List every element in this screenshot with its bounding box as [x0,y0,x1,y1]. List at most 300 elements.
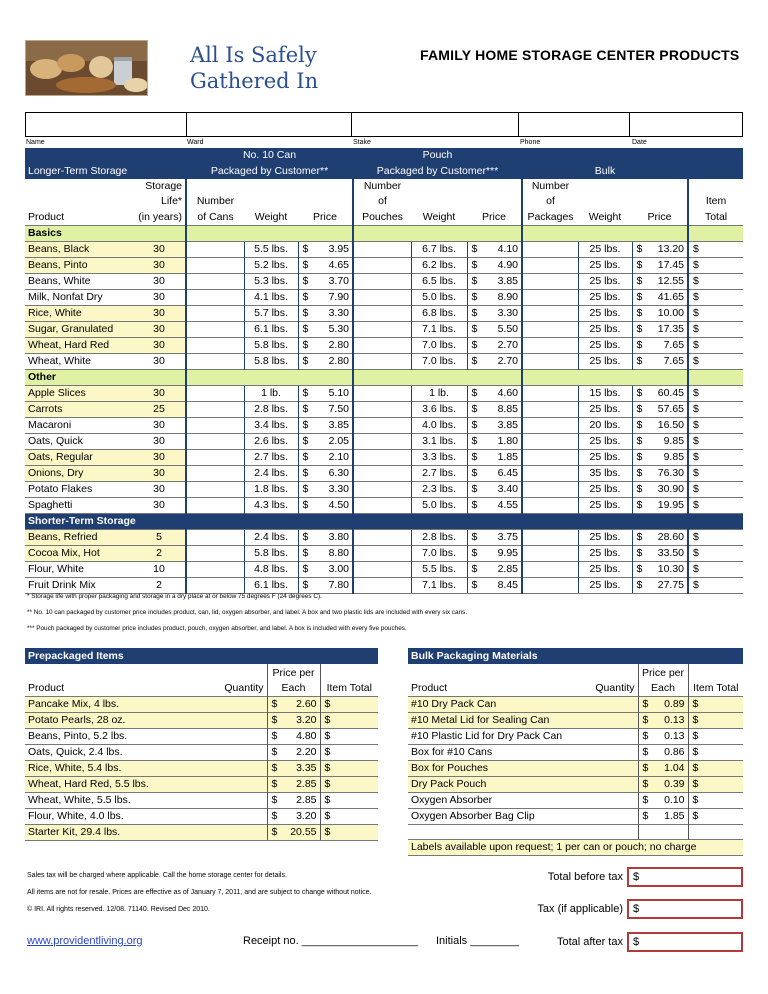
bulk-price: $ 57.65 [632,401,688,417]
item-total-field[interactable]: $ [688,337,743,353]
document-title: FAMILY HOME STORAGE CENTER PRODUCTS [420,47,740,63]
storage-life: 30 [133,321,186,337]
bulk-materials-blank-row [408,824,743,840]
prepackaged-quantity-input[interactable] [163,808,267,824]
category-fill [688,369,743,385]
number-of-cans-input[interactable] [186,561,244,577]
bulk-materials-row [408,696,743,712]
bulk-price: $ 33.50 [632,545,688,561]
can-weight: 2.4 lbs. [244,529,298,545]
table-row [25,273,743,289]
product-name: Flour, White [25,561,133,577]
pouch-price: $ 3.75 [467,529,522,545]
number-of-packages-input[interactable] [522,577,578,593]
can-price: $ 3.30 [298,305,353,321]
product-name: Cocoa Mix, Hot [25,545,133,561]
pouch-weight: 2.8 lbs. [411,529,467,545]
number-of-pouches-input[interactable] [353,385,411,401]
prepackaged-product: Oats, Quick, 2.4 lbs. [25,744,163,760]
bulk-materials-row [408,712,743,728]
number-of-pouches-input[interactable] [353,481,411,497]
bulk-materials-product: Dry Pack Pouch [408,776,578,792]
footnote-no10-can: ** No. 10 can packaged by customer price includes product, can, lid, oxygen absorber, and label. A box and two plastic lids are included with every six cans. [27,609,468,616]
pouch-weight: 6.2 lbs. [411,257,467,273]
number-of-pouches-input[interactable] [353,321,411,337]
can-weight: 4.8 lbs. [244,561,298,577]
bulk-materials-quantity-input[interactable] [578,696,638,712]
resale-note: All items are not for resale. Prices are effective as of January 7, 2011, and are subject to change without notice. [27,889,372,896]
number-of-pouches-input[interactable] [353,433,411,449]
storage-life: 30 [133,497,186,513]
can-weight: 6.1 lbs. [244,321,298,337]
prepackaged-quantity-input[interactable] [163,792,267,808]
pouch-price: $ 8.85 [467,401,522,417]
table-row [25,545,743,561]
bulk-price: $ 7.65 [632,337,688,353]
total-before-tax-field[interactable]: $ [627,867,743,887]
number-of-packages-input[interactable] [522,545,578,561]
storage-life: 30 [133,241,186,257]
footnote-storage-life: * Storage life with proper packaging and storage in a dry place at or below 75 degrees F (24 degrees C). [27,593,322,600]
item-total-field[interactable]: $ [688,433,743,449]
prepackaged-price: $ 3.20 [267,808,320,824]
table-row [25,289,743,305]
bulk-weight: 25 lbs. [578,561,632,577]
product-name: Beans, White [25,273,133,289]
prepackaged-item-total-field[interactable]: $ [320,808,378,824]
bulk-weight: 25 lbs. [578,353,632,369]
number-of-cans-input[interactable] [186,433,244,449]
product-name: Fruit Drink Mix [25,577,133,593]
number-of-cans-input[interactable] [186,401,244,417]
can-price: $ 8.80 [298,545,353,561]
number-of-pouches-input[interactable] [353,561,411,577]
number-of-packages-input[interactable] [522,385,578,401]
item-total-header: Item Total [688,179,743,225]
bulk-materials-price: $ 0.39 [638,776,688,792]
prepackaged-row [25,792,378,808]
bulk-materials-quantity-header: Quantity [595,681,635,694]
bulk-weight: 25 lbs. [578,529,632,545]
storage-life: 30 [133,481,186,497]
bulk-materials-price-header: Price per Each [638,664,688,696]
storage-life: 25 [133,401,186,417]
number-of-pouches-input[interactable] [353,241,411,257]
number-of-pouches-input[interactable] [353,545,411,561]
prepackaged-product: Beans, Pinto, 5.2 lbs. [25,728,163,744]
prepackaged-title: Prepackaged Items [25,648,378,664]
can-price: $ 4.50 [298,497,353,513]
item-total-field[interactable]: $ [688,273,743,289]
pouch-weight: 2.3 lbs. [411,481,467,497]
number-of-packages-input[interactable] [522,433,578,449]
prepackaged-quantity-input[interactable] [163,776,267,792]
number-of-packages-input[interactable] [522,401,578,417]
prepackaged-quantity-input[interactable] [163,712,267,728]
number-of-cans-input[interactable] [186,353,244,369]
initials-field[interactable]: Initials ________ [436,935,520,947]
number-of-cans-input[interactable] [186,449,244,465]
prepackaged-price: $ 3.20 [267,712,320,728]
can-price: $ 4.65 [298,257,353,273]
number-of-pouches-input[interactable] [353,305,411,321]
can-price: $ 2.80 [298,353,353,369]
category-fill [186,513,353,529]
product-name: Oats, Regular [25,449,133,465]
number-of-cans-input[interactable] [186,273,244,289]
bulk-materials-item-total-field[interactable]: $ [688,728,743,744]
table-row [25,465,743,481]
prepackaged-item-total-field[interactable]: $ [320,728,378,744]
prepackaged-price: $ 4.80 [267,728,320,744]
can-weight: 2.4 lbs. [244,465,298,481]
copyright-note: © IRI. All rights reserved. 12/08. 71140. Revised Dec 2010. [27,906,210,913]
bulk-materials-quantity-input[interactable] [578,792,638,808]
prepackaged-row [25,728,378,744]
pouch-price: $ 8.90 [467,289,522,305]
item-total-field[interactable]: $ [688,577,743,593]
can-price: $ 3.30 [298,481,353,497]
receipt-number-field[interactable]: Receipt no. ___________________ [243,935,418,947]
column-header-row [25,179,743,225]
product-name: Onions, Dry [25,465,133,481]
phone-field[interactable] [519,113,631,136]
tax-row [500,899,743,919]
prepackaged-row [25,824,378,840]
number-of-pouches-input[interactable] [353,465,411,481]
prepackaged-product: Rice, White, 5.4 lbs. [25,760,163,776]
table-row [25,401,743,417]
bulk-materials-item-total-field[interactable]: $ [688,712,743,728]
storage-life: 2 [133,577,186,593]
longer-term-storage-header: Longer-Term Storage [25,164,186,180]
prepackaged-quantity-input[interactable] [163,696,267,712]
table-row [25,353,743,369]
can-weight: 5.8 lbs. [244,545,298,561]
item-total-field[interactable]: $ [688,417,743,433]
prepackaged-price: $ 3.35 [267,760,320,776]
number-of-pouches-input[interactable] [353,401,411,417]
category-label: Other [25,369,186,385]
bulk-materials-product-header: Product [411,681,448,694]
bulk-weight: 25 lbs. [578,305,632,321]
number-of-packages-input[interactable] [522,305,578,321]
total-after-tax-field[interactable]: $ [627,932,743,952]
number-of-packages-input[interactable] [522,449,578,465]
total-before-tax-label: Total before tax [547,871,623,883]
pouch-weight: 1 lb. [411,385,467,401]
number-of-packages-input[interactable] [522,481,578,497]
prepackaged-product: Pancake Mix, 4 lbs. [25,696,163,712]
product-name: Potato Flakes [25,481,133,497]
number-of-cans-input[interactable] [186,305,244,321]
item-total-field[interactable]: $ [688,481,743,497]
pouch-weight: 7.0 lbs. [411,353,467,369]
bulk-materials-row [408,792,743,808]
number-of-cans-input[interactable] [186,241,244,257]
storage-life: 5 [133,529,186,545]
prepackaged-quantity-input[interactable] [163,728,267,744]
bulk-weight: 15 lbs. [578,385,632,401]
product-name: Spaghetti [25,497,133,513]
food-storage-photo [25,40,148,96]
bulk-materials-row [408,728,743,744]
bulk-price: $ 30.90 [632,481,688,497]
table-row [25,529,743,545]
prepackaged-item-total-field[interactable]: $ [320,760,378,776]
prepackaged-product: Starter Kit, 29.4 lbs. [25,824,163,840]
phone-label: Phone [520,139,541,146]
number-of-packages-input[interactable] [522,465,578,481]
can-weight: 3.4 lbs. [244,417,298,433]
bulk-materials-total-header: Item Total [688,664,743,696]
number-of-packages-input[interactable] [522,273,578,289]
bulk-materials-blank [688,824,743,840]
can-price: $ 3.80 [298,529,353,545]
number-of-cans-input[interactable] [186,337,244,353]
table-row [25,561,743,577]
storage-life: 30 [133,465,186,481]
bulk-materials-product: Box for #10 Cans [408,744,578,760]
item-total-field[interactable]: $ [688,465,743,481]
brand-line-1: All Is Safely [190,43,317,67]
pouch-price: $ 5.50 [467,321,522,337]
item-total-field[interactable]: $ [688,305,743,321]
item-total-field[interactable]: $ [688,289,743,305]
table-row [25,385,743,401]
name-field[interactable] [26,113,187,136]
can-price: $ 2.10 [298,449,353,465]
item-total-field[interactable]: $ [688,561,743,577]
bulk-materials-row [408,760,743,776]
pouch-weight: 5.0 lbs. [411,497,467,513]
bulk-materials-blank [578,824,638,840]
provident-living-link[interactable]: www.providentliving.org [27,935,143,947]
number-of-packages-input[interactable] [522,321,578,337]
number-of-packages-input[interactable] [522,289,578,305]
bulk-materials-item-total-field[interactable]: $ [688,760,743,776]
prepackaged-item-total-field[interactable]: $ [320,696,378,712]
can-weight: 2.8 lbs. [244,401,298,417]
bulk-price: $ 60.45 [632,385,688,401]
prepackaged-product: Potato Pearls, 28 oz. [25,712,163,728]
number-of-pouches-input[interactable] [353,449,411,465]
storage-life: 30 [133,305,186,321]
number-of-cans-header: Number of Cans [186,179,244,225]
prepackaged-items-table [25,648,378,841]
bulk-weight: 25 lbs. [578,273,632,289]
prepackaged-price: $ 20.55 [267,824,320,840]
item-total-field[interactable]: $ [688,257,743,273]
bulk-weight: 35 lbs. [578,465,632,481]
can-weight: 2.7 lbs. [244,449,298,465]
brand-line-2: Gathered In [190,69,319,93]
bulk-price: $ 17.35 [632,321,688,337]
prepackaged-product: Wheat, Hard Red, 5.5 lbs. [25,776,163,792]
product-name: Apple Slices [25,385,133,401]
bulk-price: $ 10.00 [632,305,688,321]
number-of-cans-input[interactable] [186,289,244,305]
bulk-weight: 25 lbs. [578,337,632,353]
tax-field[interactable]: $ [627,899,743,919]
item-total-field[interactable]: $ [688,321,743,337]
number-of-pouches-input[interactable] [353,337,411,353]
item-total-field[interactable]: $ [688,529,743,545]
item-total-field[interactable]: $ [688,401,743,417]
customer-info-box [25,112,743,137]
bulk-weight: 25 lbs. [578,577,632,593]
number-of-packages-input[interactable] [522,353,578,369]
item-total-field[interactable]: $ [688,449,743,465]
prepackaged-item-total-field[interactable]: $ [320,776,378,792]
can-weight: 5.8 lbs. [244,337,298,353]
pouch-weight: 2.7 lbs. [411,465,467,481]
pouch-weight: 7.1 lbs. [411,577,467,593]
number-of-packages-input[interactable] [522,417,578,433]
bulk-materials-row [408,744,743,760]
number-of-cans-input[interactable] [186,257,244,273]
category-fill [353,225,522,241]
bulk-price-header: Price [647,210,672,223]
number-of-packages-input[interactable] [522,561,578,577]
storage-life: 30 [133,433,186,449]
prepackaged-item-total-field[interactable]: $ [320,712,378,728]
can-price: $ 3.00 [298,561,353,577]
bulk-materials-product: #10 Dry Pack Can [408,696,578,712]
number-of-cans-input[interactable] [186,481,244,497]
number-of-cans-input[interactable] [186,529,244,545]
number-of-cans-input[interactable] [186,497,244,513]
pouch-price: $ 1.85 [467,449,522,465]
number-of-pouches-input[interactable] [353,289,411,305]
bulk-weight: 25 lbs. [578,433,632,449]
number-of-cans-input[interactable] [186,321,244,337]
prepackaged-product: Flour, White, 4.0 lbs. [25,808,163,824]
category-label: Shorter-Term Storage [25,513,186,529]
number-of-packages-input[interactable] [522,257,578,273]
product-name: Carrots [25,401,133,417]
category-fill [522,369,688,385]
pouch-weight: 6.5 lbs. [411,273,467,289]
bulk-price: $ 9.85 [632,449,688,465]
item-total-field[interactable]: $ [688,241,743,257]
bulk-price: $ 28.60 [632,529,688,545]
can-price: $ 3.95 [298,241,353,257]
prepackaged-item-total-field[interactable]: $ [320,792,378,808]
number-of-cans-input[interactable] [186,385,244,401]
prepackaged-price: $ 2.60 [267,696,320,712]
pouch-weight: 7.0 lbs. [411,545,467,561]
bulk-packaging-materials-table [408,648,743,856]
bulk-materials-quantity-input[interactable] [578,744,638,760]
prepackaged-item-total-field[interactable]: $ [320,744,378,760]
pouch-price: $ 3.30 [467,305,522,321]
can-price: $ 2.80 [298,337,353,353]
bulk-materials-quantity-input[interactable] [578,728,638,744]
bulk-materials-item-total-field[interactable]: $ [688,696,743,712]
bulk-price: $ 41.65 [632,289,688,305]
can-price: $ 5.30 [298,321,353,337]
date-field[interactable] [630,113,742,136]
product-name: Milk, Nonfat Dry [25,289,133,305]
bulk-materials-quantity-input[interactable] [578,776,638,792]
prepackaged-price: $ 2.85 [267,792,320,808]
prepackaged-quantity-input[interactable] [163,744,267,760]
can-weight: 5.2 lbs. [244,257,298,273]
total-after-tax-label: Total after tax [556,936,623,948]
bulk-materials-row [408,776,743,792]
item-total-field[interactable]: $ [688,385,743,401]
prepackaged-row [25,744,378,760]
table-row [25,321,743,337]
pouch-weight: 7.0 lbs. [411,337,467,353]
can-weight: 5.7 lbs. [244,305,298,321]
number-of-pouches-input[interactable] [353,417,411,433]
storage-life: 2 [133,545,186,561]
can-weight: 1 lb. [244,385,298,401]
number-of-packages-header: Number of Packages [522,179,578,225]
number-of-pouches-input[interactable] [353,273,411,289]
item-total-field[interactable]: $ [688,497,743,513]
bulk-materials-item-total-field[interactable]: $ [688,792,743,808]
bulk-materials-item-total-field[interactable]: $ [688,808,743,824]
category-fill [353,369,522,385]
product-name: Wheat, White [25,353,133,369]
product-column-header: Product [28,210,65,223]
bulk-materials-header-row [408,664,743,696]
number-of-pouches-input[interactable] [353,353,411,369]
prepackaged-item-total-field[interactable]: $ [320,824,378,840]
number-of-packages-input[interactable] [522,497,578,513]
can-weight: 5.5 lbs. [244,241,298,257]
storage-life: 30 [133,449,186,465]
product-name: Rice, White [25,305,133,321]
stake-field[interactable] [352,113,519,136]
item-total-field[interactable]: $ [688,353,743,369]
prepackaged-product: Wheat, White, 5.5 lbs. [25,792,163,808]
pouch-weight: 5.0 lbs. [411,289,467,305]
ward-field[interactable] [187,113,353,136]
number-of-pouches-input[interactable] [353,257,411,273]
number-of-packages-input[interactable] [522,241,578,257]
bulk-materials-product: Oxygen Absorber [408,792,578,808]
number-of-packages-input[interactable] [522,337,578,353]
number-of-pouches-input[interactable] [353,497,411,513]
storage-life: 30 [133,273,186,289]
prepackaged-price: $ 2.85 [267,776,320,792]
bulk-materials-quantity-input[interactable] [578,808,638,824]
number-of-cans-input[interactable] [186,465,244,481]
number-of-packages-input[interactable] [522,529,578,545]
can-price: $ 2.05 [298,433,353,449]
bulk-materials-quantity-input[interactable] [578,760,638,776]
bulk-materials-quantity-input[interactable] [578,712,638,728]
number-of-pouches-input[interactable] [353,529,411,545]
number-of-cans-input[interactable] [186,417,244,433]
bulk-price: $ 13.20 [632,241,688,257]
storage-life: 30 [133,257,186,273]
prepackaged-quantity-input[interactable] [163,760,267,776]
item-total-field[interactable]: $ [688,545,743,561]
category-label: Basics [25,225,186,241]
bulk-materials-item-total-field[interactable]: $ [688,776,743,792]
prepackaged-product-header: Product [28,681,65,694]
category-row [25,513,743,529]
number-of-cans-input[interactable] [186,545,244,561]
prepackaged-quantity-input[interactable] [163,824,267,840]
bulk-materials-item-total-field[interactable]: $ [688,744,743,760]
pouch-price: $ 6.45 [467,465,522,481]
